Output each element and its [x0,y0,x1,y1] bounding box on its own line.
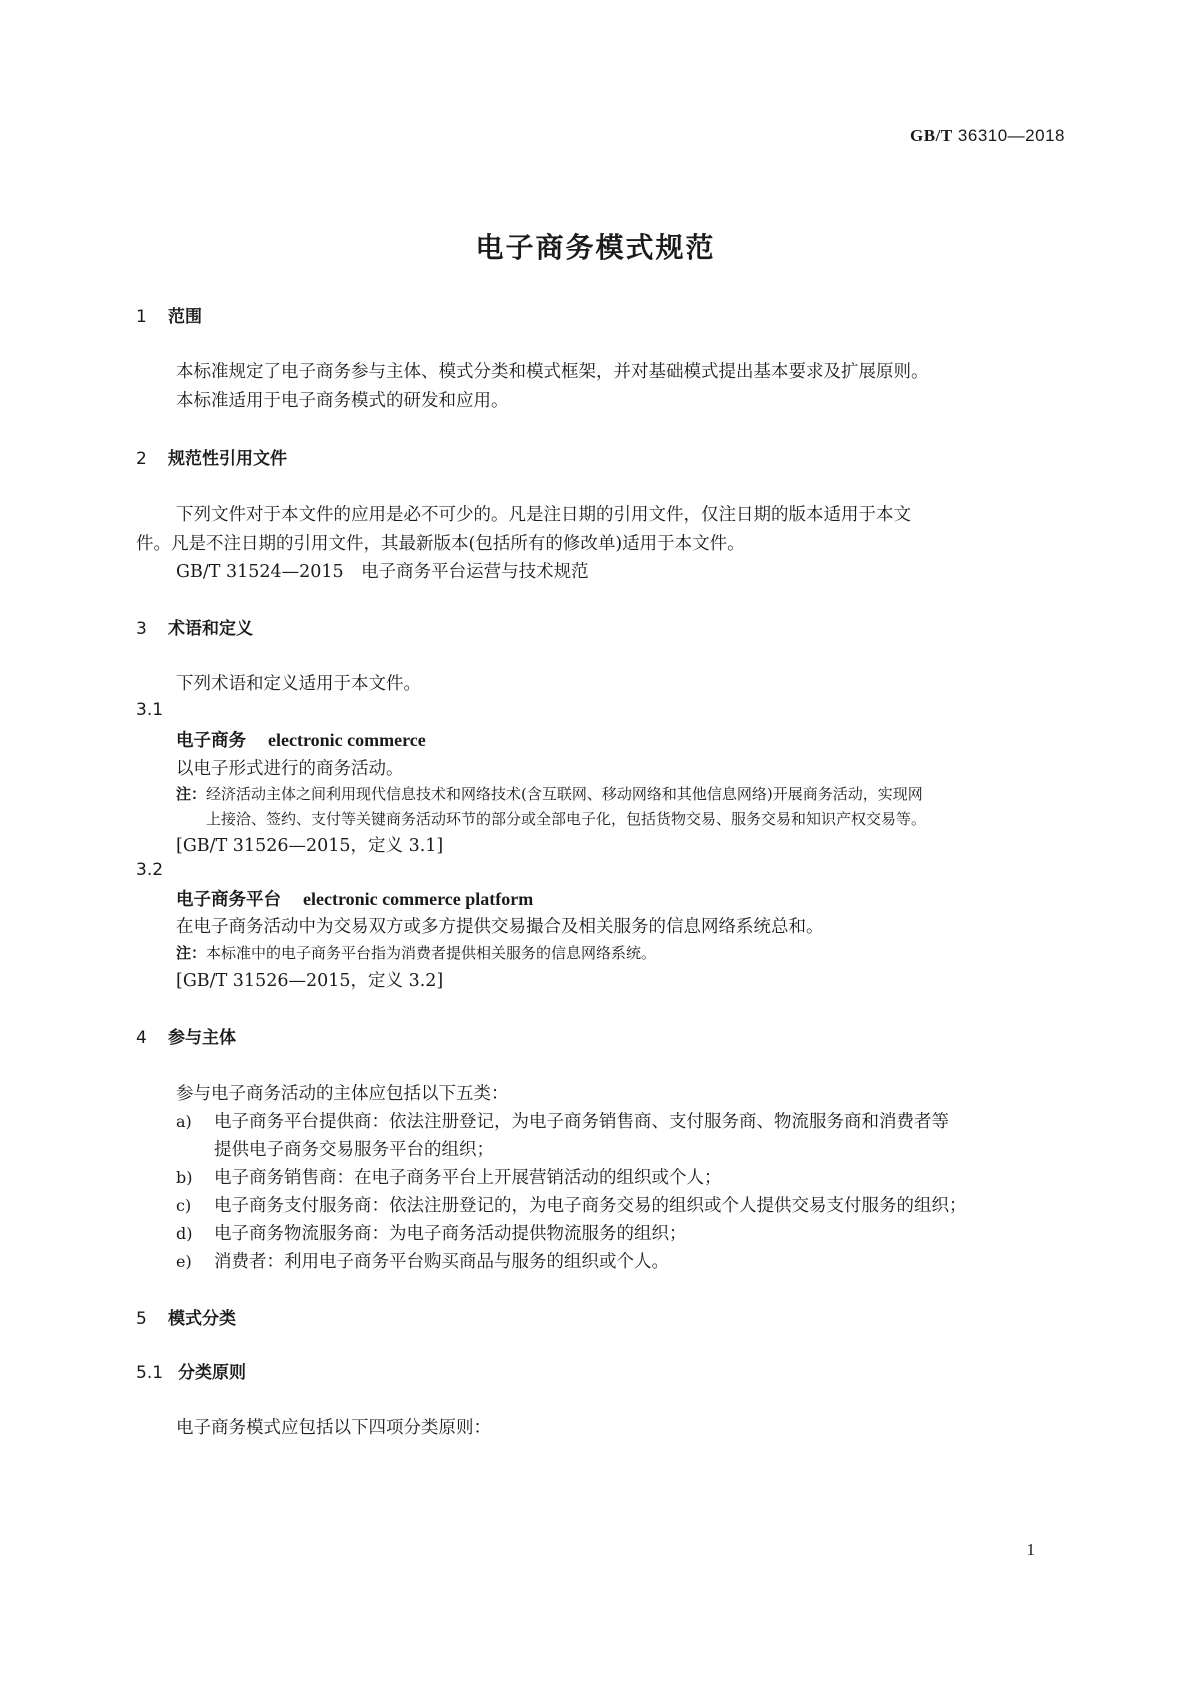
list-item: e) 消费者：利用电子商务平台购买商品与服务的组织或个人。 [176,1252,669,1272]
term-number: 3.2 [136,860,164,880]
list-item: b) 电子商务销售商：在电子商务平台上开展营销活动的组织或个人； [176,1168,722,1188]
standard-number: GB/T 36310—2018 [910,126,1065,145]
paragraph: 下列文件对于本文件的应用是必不可少的。凡是注日期的引用文件，仅注日期的版本适用于本文 [176,505,911,525]
paragraph: 本标准适用于电子商务模式的研发和应用。 [176,391,509,411]
paragraph: 件。凡是不注日期的引用文件，其最新版本(包括所有的修改单)适用于本文件。 [136,534,745,554]
subsection-5-1-heading: 5.1 分类原则 [136,1363,246,1383]
paragraph: 电子商务模式应包括以下四项分类原则： [176,1418,491,1438]
list-item: d) 电子商务物流服务商：为电子商务活动提供物流服务的组织； [176,1224,687,1244]
term-note: 注：本标准中的电子商务平台指为消费者提供相关服务的信息网络系统。 [176,944,657,962]
document-title: 电子商务模式规范 [475,231,716,264]
term-note: 注：经济活动主体之间利用现代信息技术和网络技术(含互联网、移动网络和其他信息网络)开展商务活动，实现网 [176,785,923,803]
term-number: 3.1 [136,700,164,720]
term-definition: 以电子形式进行的商务活动。 [176,759,404,779]
page-number: 1 [1026,1540,1035,1559]
term-name: 电子商务 electronic commerce [176,730,426,751]
section-2-heading: 2 规范性引用文件 [136,449,287,469]
section-1-heading: 1 范围 [136,307,202,327]
paragraph: 本标准规定了电子商务参与主体、模式分类和模式框架，并对基础模式提出基本要求及扩展原则。 [176,362,929,382]
section-4-heading: 4 参与主体 [136,1028,236,1048]
term-definition: 在电子商务活动中为交易双方或多方提供交易撮合及相关服务的信息网络系统总和。 [176,917,824,937]
section-5-heading: 5 模式分类 [136,1309,236,1329]
term-name: 电子商务平台 electronic commerce platform [176,889,534,910]
list-item: a) 电子商务平台提供商：依法注册登记，为电子商务销售商、支付服务商、物流服务商和消费者等 [176,1112,949,1132]
normative-reference: GB/T 31524—2015 电子商务平台运营与技术规范 [176,562,589,582]
list-item-continued: 提供电子商务交易服务平台的组织； [214,1140,494,1160]
paragraph: 参与电子商务活动的主体应包括以下五类： [176,1084,509,1104]
term-source: [GB/T 31526—2015，定义 3.2] [176,971,444,991]
term-note-continued: 上接洽、签约、支付等关键商务活动环节的部分或全部电子化，包括货物交易、服务交易和知识产权交易等。 [206,810,927,828]
list-item: c) 电子商务支付服务商：依法注册登记的，为电子商务交易的组织或个人提供交易支付服务的组织； [176,1196,967,1216]
section-3-heading: 3 术语和定义 [136,619,253,639]
paragraph: 下列术语和定义适用于本文件。 [176,674,421,694]
term-source: [GB/T 31526—2015，定义 3.1] [176,836,444,856]
